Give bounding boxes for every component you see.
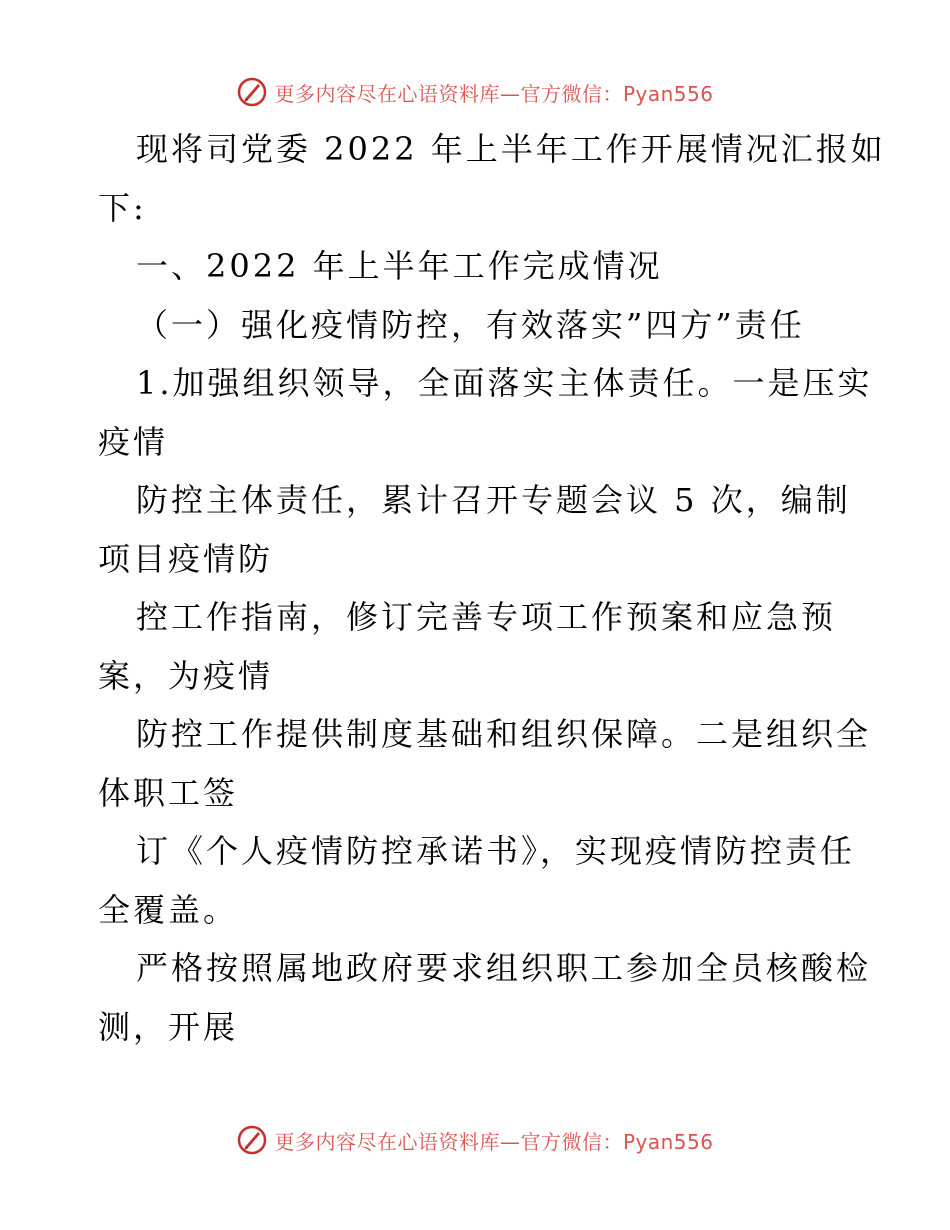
text-line: 体职工签 xyxy=(98,773,239,812)
header-watermark xyxy=(0,72,950,112)
text-line: 订《个人疫情防控承诺书》，实现疫情防控责任 xyxy=(136,832,856,870)
text-line: 严格按照属地政府要求组织职工参加全员核酸检 xyxy=(136,949,872,987)
quill-pen-logo-icon xyxy=(236,1124,268,1156)
text-line: 全覆盖。 xyxy=(98,890,239,929)
text-line: 疫情 xyxy=(98,422,169,461)
document-body xyxy=(98,120,886,1056)
footer-watermark xyxy=(0,1120,950,1160)
text-line: 现将司党委 2022 年上半年工作开展情况汇报如 xyxy=(136,130,886,168)
text-line: 控工作指南，修订完善专项工作预案和应急预 xyxy=(136,598,837,636)
text-line: 防控主体责任，累计召开专题会议 5 次，编制 xyxy=(136,481,851,519)
text-line: 项目疫情防 xyxy=(98,539,274,578)
text-line: 下: xyxy=(98,188,147,227)
text-line: 1.加强组织领导，全面落实主体责任。一是压实 xyxy=(136,364,873,402)
watermark-text: 更多内容尽在心语资料库—官方微信：Pyan556 xyxy=(274,1129,714,1154)
text-line: 防控工作提供制度基础和组织保障。二是组织全 xyxy=(136,715,872,753)
text-line: 案，为疫情 xyxy=(98,656,274,695)
section-heading: 一、2022 年上半年工作完成情况 xyxy=(136,247,663,285)
subsection-heading: （一）强化疫情防控，有效落实”四方”责任 xyxy=(136,305,805,344)
watermark-text: 更多内容尽在心语资料库—官方微信：Pyan556 xyxy=(274,81,714,106)
text-line: 测，开展 xyxy=(98,1007,239,1046)
quill-pen-logo-icon xyxy=(236,76,268,108)
